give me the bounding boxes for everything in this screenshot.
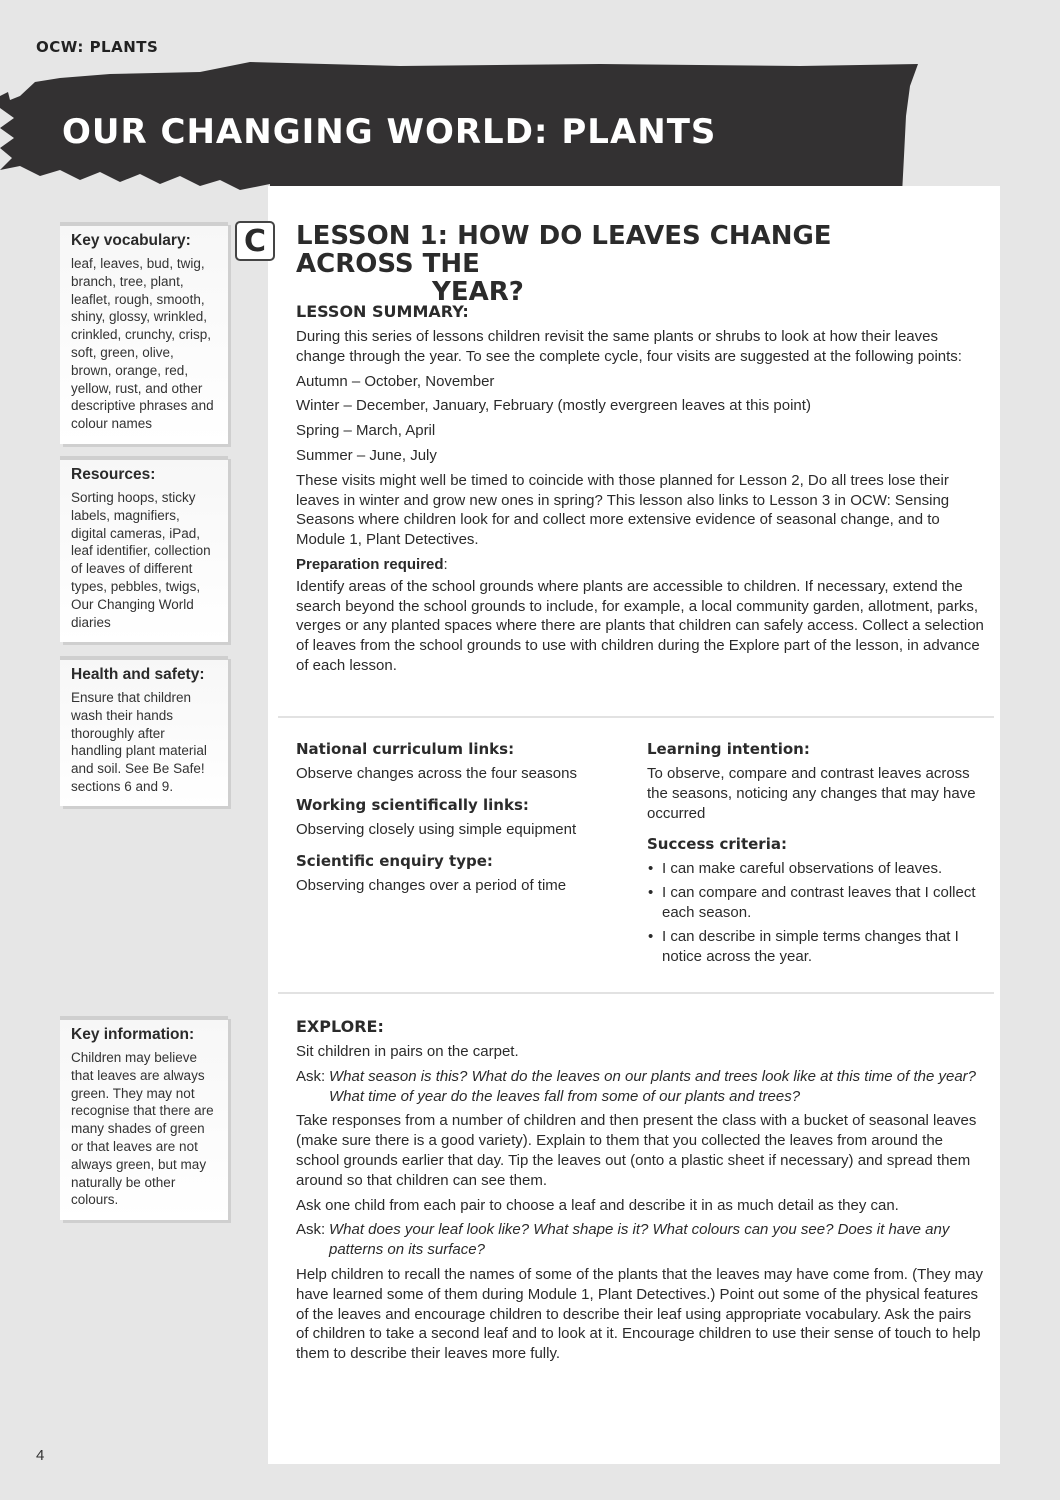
key-information-text: Children may believe that leaves are always green. They may not recognise that there are many shades of green or that leaves are not always green, but may naturally be other colours. [71, 1050, 214, 1208]
ask-prompt [296, 1220, 986, 1260]
summary-links: These visits might well be timed to coincide with those planned for Lesson 2, Do all trees lose their leaves in winter and grow new ones in spring? This lesson also links to Lesson 3 in OCW: Sensing Seasons where children look for and collect more extensive evidence of seasonal change, and to Module 1, Plant Detectives. [296, 471, 950, 549]
resources-text: Sorting hoops, sticky labels, magnifiers, digital cameras, iPad, leaf identifier, collection of leaves of different types, pebbles, twigs, Our Changing World diaries [71, 490, 211, 630]
lesson-summary-heading: LESSON SUMMARY: [296, 302, 469, 321]
explore-section [296, 1017, 986, 1364]
explore-paragraph: Sit children in pairs on the carpet. [296, 1043, 519, 1060]
list-item: • I can compare and contrast leaves that I collect each season. [647, 883, 987, 923]
learning-intention-text: To observe, compare and contrast leaves across the seasons, noticing any changes that may have occurred [647, 765, 976, 822]
section-divider [278, 992, 994, 994]
list-item: • I can describe in simple terms changes that I notice across the year. [647, 927, 987, 967]
season-item: Autumn – October, November [296, 372, 495, 390]
key-information-box [60, 1016, 228, 1220]
lesson-title [296, 222, 936, 306]
title-banner [0, 56, 930, 196]
season-item: Summer – June, July [296, 446, 437, 464]
ask-question: What season is this? What do the leaves on our plants and trees look like at this time of the year? What time of year do the leaves fall from some of our plants and trees? [329, 1067, 977, 1105]
ask-question: What does your leaf look like? What shape is it? What colours can you see? Does it have any patterns on its surface? [329, 1221, 950, 1259]
success-criteria-heading: Success criteria: [647, 835, 787, 854]
working-scientifically-heading: Working scientifically links: [296, 795, 529, 814]
key-vocabulary-title: Key vocabulary: [71, 232, 191, 249]
learning-intention-heading: Learning intention: [647, 740, 810, 758]
national-curriculum-heading: National curriculum links: [296, 740, 515, 758]
curriculum-left-column [296, 740, 626, 895]
scientific-enquiry-heading: Scientific enquiry type: [296, 851, 493, 870]
explore-paragraph: Take responses from a number of children and then present the class with a bucket of seasonal leaves (make sure there is a good variety). Explain to them that you collected the leaves from around the school grounds earlier that day. Tip the leaves out (onto a plastic sheet if necessary) and spread them around so that children can see them. [296, 1112, 977, 1189]
health-safety-box [60, 656, 228, 806]
summary-intro: During this series of lessons children revisit the same plants or shrubs to look at how their leaves change through the year. To see the complete cycle, four visits are suggested at the following points: [296, 328, 962, 365]
health-safety-title: Health and safety: [71, 666, 205, 683]
core-lesson-letter: C [243, 223, 267, 259]
explore-paragraph: Help children to recall the names of some of the plants that the leaves may have come from. (They may have learned some of them during Module 1, Plant Detectives.) Point out some of the physical features of the leaves and encourage children to describe their leaf using appropriate vocabulary. Ask the pairs of children to take a second leaf and to look at it. Encourage children to use their sense of touch to help them to describe their leaves more fully. [296, 1265, 983, 1363]
curriculum-right-column [647, 740, 987, 970]
season-item: Winter – December, January, February (mostly evergreen leaves at this point) [296, 397, 811, 415]
header-label: OCW: PLANTS [36, 38, 159, 56]
preparation-heading-colon: : [443, 555, 448, 573]
explore-paragraph: Ask one child from each pair to choose a leaf and describe it in as much detail as they can. [296, 1196, 899, 1214]
page-title: OUR CHANGING WORLD: PLANTS [62, 112, 717, 152]
scientific-enquiry-text: Observing changes over a period of time [296, 876, 567, 894]
key-information-title: Key information: [71, 1026, 195, 1043]
page-number: 4 [36, 1447, 45, 1464]
season-item: Spring – March, April [296, 422, 436, 440]
preparation-text: Identify areas of the school grounds where plants are accessible to children. If necessary, extend the search beyond the school grounds to include, for example, a local community garden, allotment, parks, verges or any planted spaces where there are plants that children can safely access. Collect a selection of leaves from the school grounds to use with children during the Explore part of the lesson, in advance of each lesson. [296, 577, 984, 674]
ask-prompt [296, 1067, 986, 1107]
health-safety-text: Ensure that children wash their hands thoroughly after handling plant material and soil. See Be Safe! sections 6 and 9. [71, 690, 207, 794]
success-criteria-list [647, 859, 987, 966]
lesson-summary-section [296, 302, 986, 676]
resources-title: Resources: [71, 466, 156, 483]
key-vocabulary-box [60, 222, 228, 444]
ask-label: Ask: [296, 1221, 326, 1239]
list-item: • I can make careful observations of leaves. [647, 859, 987, 879]
preparation-heading [296, 555, 986, 575]
section-divider [278, 716, 994, 718]
resources-box [60, 456, 228, 642]
lesson-title-line1: LESSON 1: HOW DO LEAVES CHANGE ACROSS THE [296, 221, 832, 279]
core-lesson-icon [235, 221, 275, 261]
working-scientifically-text: Observing closely using simple equipment [296, 820, 577, 838]
explore-heading: EXPLORE: [296, 1017, 384, 1036]
lesson-title-line2: YEAR? [432, 277, 524, 307]
ask-label: Ask: [296, 1067, 326, 1085]
national-curriculum-text: Observe changes across the four seasons [296, 765, 577, 782]
key-vocabulary-text: leaf, leaves, bud, twig, branch, tree, plant, leaflet, rough, smooth, shiny, glossy, wrinkled, crinkled, crunchy, crisp, soft, green, olive, brown, orange, red, yellow, rust, and other descriptive phrases and colour names [71, 256, 214, 432]
preparation-heading-label: Preparation required [296, 555, 444, 573]
